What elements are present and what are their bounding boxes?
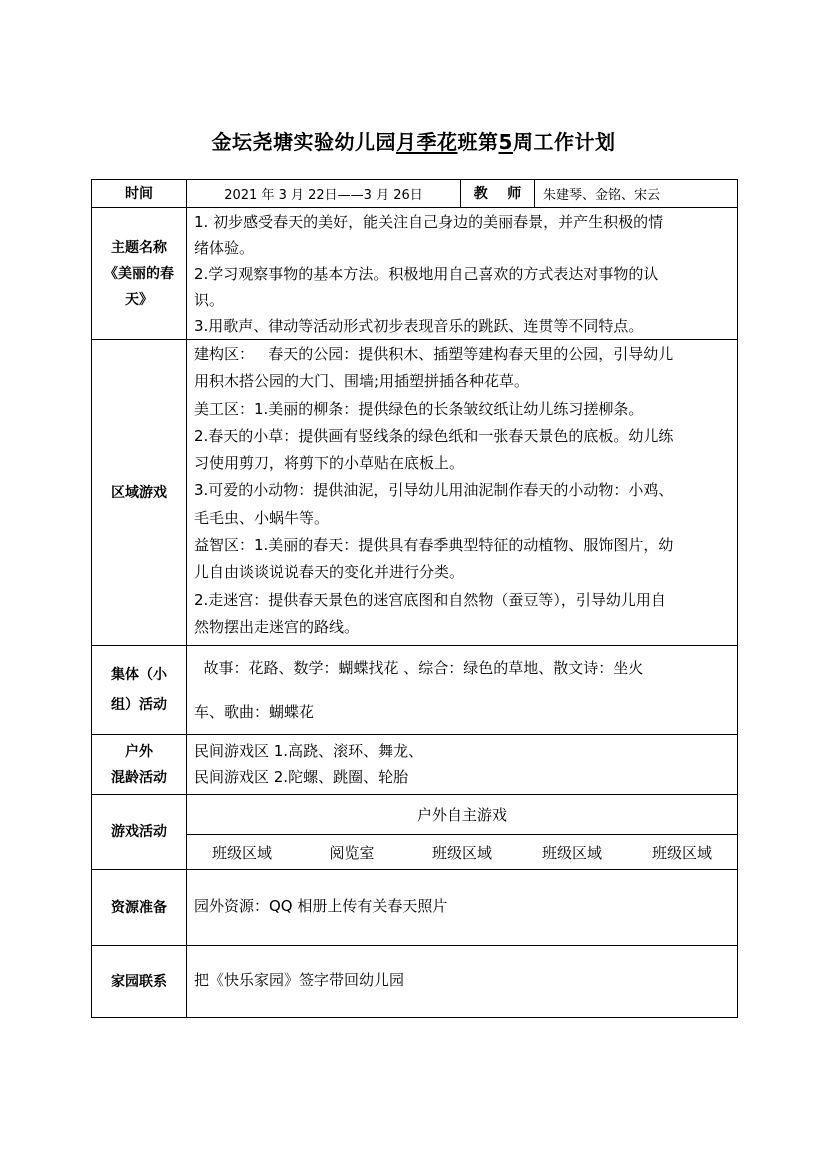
outdoor-label-line: 混龄活动 [111,769,167,786]
game-activity-row [92,795,738,870]
area-line: 2.走迷宫：提供春天景色的迷宫底图和自然物（蚕豆等），引导幼儿用自 [194,590,666,609]
theme-goal-line: 2.学习观察事物的基本方法。积极地用自己喜欢的方式表达对事物的认 [194,265,659,283]
area-line: 益智区：1.美丽的春天：提供具有春季典型特征的动植物、服饰图片，幼 [194,536,674,555]
group-activity-line: 车、歌曲：蝴蝶花 [194,703,315,721]
outdoor-line: 民间游戏区 2.陀螺、跳圈、轮胎 [194,768,409,786]
home-contact-row [92,946,738,1018]
time-row [92,180,738,208]
game-activity-label: 游戏活动 [92,795,187,870]
theme-goal-line: 绪体验。 [194,239,255,257]
theme-goals [187,208,738,340]
resource-row [92,870,738,946]
game-activity-inner [187,795,737,869]
title-week-number: 5 [498,130,513,154]
outdoor-label-line: 户外 [125,743,153,760]
game-activity-content [187,795,738,870]
theme-goal-line: 识。 [194,291,225,309]
teacher-label: 教 师 [461,180,535,208]
group-activity-row [92,646,738,735]
area-line: 习使用剪刀，将剪下的小草贴在底板上。 [194,454,465,473]
game-activity-header: 户外自主游戏 [187,795,737,835]
group-activity-label-cell [92,646,187,735]
theme-label-line: 主题名称 [111,239,167,256]
area-games-row [92,340,738,646]
title-mid: 班第 [457,130,499,154]
group-label-line: 组）活动 [111,697,167,713]
title-suffix: 周工作计划 [512,130,616,154]
area-line: 儿自由谈谈说说春天的变化并进行分类。 [194,563,465,582]
game-area-cell: 班级区域 [651,843,712,862]
outdoor-row [92,735,738,795]
outdoor-content [187,735,738,795]
teacher-names: 朱建琴、金铭、宋云 [535,180,738,208]
area-line: 毛毛虫、小蜗牛等。 [194,508,330,527]
area-line: 美工区：1.美丽的柳条：提供绿色的长条皱纹纸让幼儿练习搓柳条。 [194,399,644,418]
theme-label-line: 《美丽的春 [104,265,174,282]
area-line: 3.可爱的小动物：提供油泥，引导幼儿用油泥制作春天的小动物：小鸡、 [194,481,674,500]
theme-label-line: 天》 [125,291,153,308]
outdoor-line: 民间游戏区 1.高跷、滚环、舞龙、 [194,742,424,760]
area-line: 2.春天的小草：提供画有竖线条的绿色纸和一张春天景色的底板。幼儿练 [194,426,674,445]
game-area-cell: 班级区域 [211,843,272,862]
home-contact-content: 把《快乐家园》签字带回幼儿园 [187,946,738,1018]
title-class-name: 月季花 [396,130,458,154]
area-line: 建构区： 春天的公园：提供积木、插塑等建构春天里的公园，引导幼儿 [194,345,674,363]
game-area-cell: 班级区域 [541,843,602,862]
resource-content: 园外资源：QQ 相册上传有关春天照片 [187,870,738,946]
group-label-line: 集体（小 [111,667,167,683]
game-area-cell: 阅览室 [329,843,375,862]
time-label: 时间 [92,180,187,208]
area-games-content [187,340,738,646]
game-area-cell: 班级区域 [431,843,492,862]
page-title [0,126,827,155]
area-games-label: 区域游戏 [92,340,187,646]
theme-row [92,208,738,340]
group-activity-line: 故事：花路、数学：蝴蝶找花 、综合：绿色的草地、散文诗：坐火 [194,659,644,677]
area-line: 然物摆出走迷宫的路线。 [194,617,360,636]
theme-label-cell [92,208,187,340]
home-contact-label: 家园联系 [92,946,187,1018]
game-area-list [187,835,737,869]
theme-goal-line: 1. 初步感受春天的美好，能关注自己身边的美丽春景，并产生积极的情 [194,213,664,231]
group-activity-content [187,646,738,735]
weekly-plan-table [91,179,738,1018]
date-range: 2021 年 3 月 22日——3 月 26日 [187,180,461,208]
title-prefix: 金坛尧塘实验幼儿园 [211,130,397,154]
theme-goal-line: 3.用歌声、律动等活动形式初步表现音乐的跳跃、连贯等不同特点。 [194,317,644,335]
resource-label: 资源准备 [92,870,187,946]
area-line: 用积木搭公园的大门、围墙;用插塑拼插各种花草。 [194,372,530,391]
outdoor-label-cell [92,735,187,795]
